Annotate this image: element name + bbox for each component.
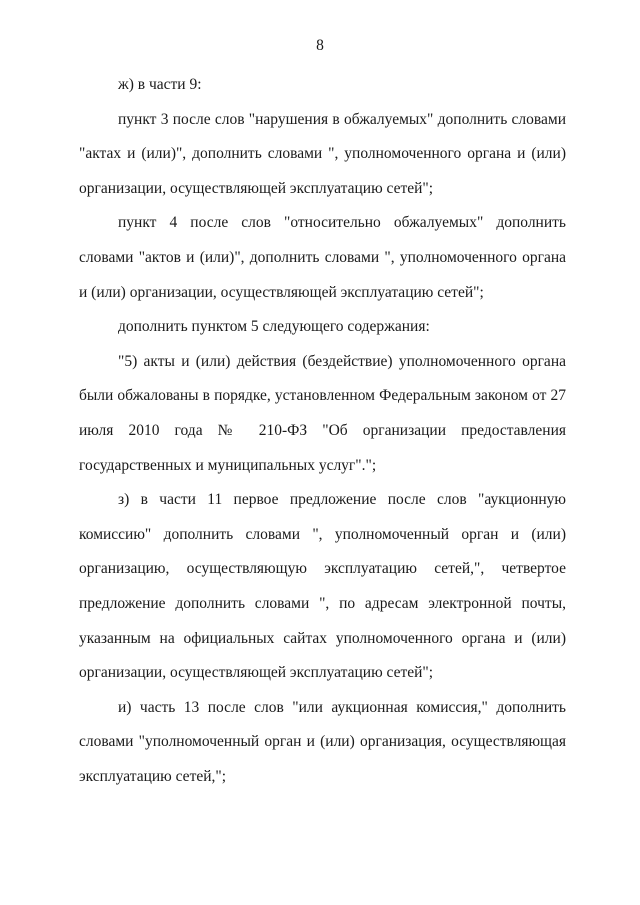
paragraph-punkt-5-text: "5) акты и (или) действия (бездействие) уполномоченного органа были обжалованы в порядке, установленном Федеральным законом от 27 июля 2010 года № 210-ФЗ "Об организации предоставления государственных и муниципальных услуг".";	[79, 352, 566, 474]
paragraph-z: з) в части 11 первое предложение после слов "аукционную комиссию" дополнить словами ", уполномоченный орган и (или) организацию, осуществляющую эксплуатацию сетей,", четвертое предложение дополнить словами ", по адресам электронной почты, указанным на официальных сайтах уполномоченного органа и (или) организации, осуществляющей эксплуатацию сетей";	[79, 491, 566, 682]
page-number: 8	[316, 37, 324, 54]
paragraph-add-punkt-5: дополнить пунктом 5 следующего содержания:	[118, 318, 430, 336]
paragraph-punkt-3: пункт 3 после слов "нарушения в обжалуемых" дополнить словами "актах и (или)", дополнить словами ", уполномоченного органа и (или) организации, осуществляющей эксплуатацию сетей";	[79, 110, 566, 197]
paragraph-zh: ж) в части 9:	[118, 76, 202, 93]
paragraph-i: и) часть 13 после слов "или аукционная комиссия," дополнить словами "уполномоченный орган и (или) организация, осуществляющая эксплуатацию сетей,";	[79, 698, 566, 785]
document-body	[79, 68, 566, 794]
paragraph-punkt-4: пункт 4 после слов "относительно обжалуемых" дополнить словами "актов и (или)", дополнить словами ", уполномоченного органа и (или) организации, осуществляющей эксплуатацию сетей";	[79, 214, 566, 301]
